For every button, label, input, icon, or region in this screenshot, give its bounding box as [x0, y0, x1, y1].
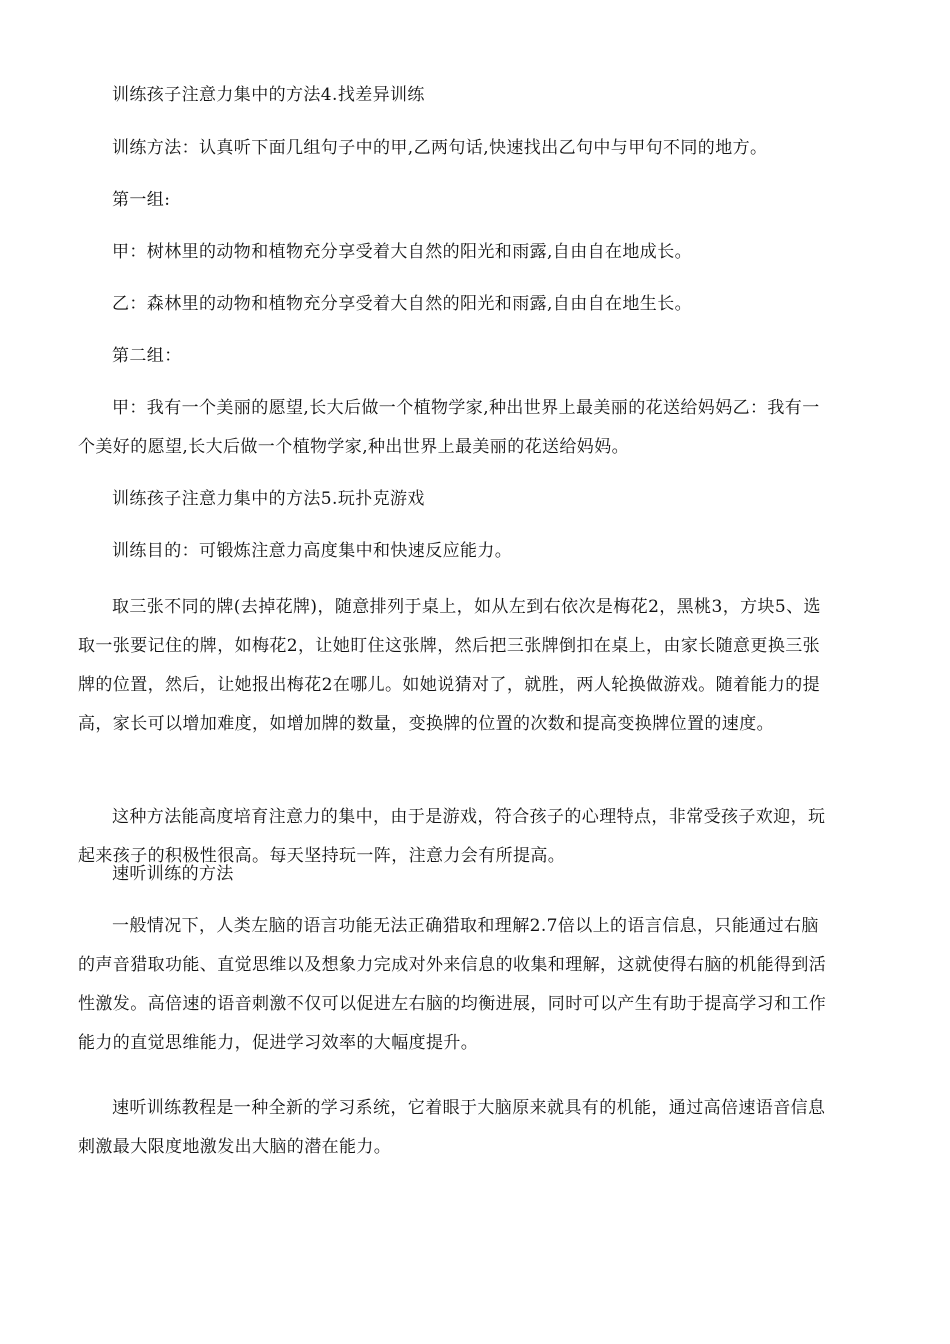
text-line: 训练孩子注意力集中的方法4.找差异训练 [112, 85, 425, 105]
paragraph-method-5-heading [112, 480, 857, 519]
paragraph-speed-listening-heading [112, 855, 857, 894]
text-line: 起来孩子的积极性很高。每天坚持玩一阵，注意力会有所提高。 [78, 846, 566, 866]
text-line: 能力的直觉思维能力，促进学习效率的大幅度提升。 [78, 1033, 479, 1053]
text-line: 训练方法：认真听下面几组句子中的甲,乙两句话,快速找出乙句中与甲句不同的地方。 [112, 138, 768, 158]
text-line: 速听训练教程是一种全新的学习系统，它着眼于大脑原来就具有的机能，通过高倍速语音信息 [112, 1098, 826, 1118]
text-line: 的声音猎取功能、直觉思维以及想象力完成对外来信息的收集和理解，这就使得右脑的机能得到活 [78, 955, 827, 975]
text-line: 甲：树林里的动物和植物充分享受着大自然的阳光和雨露,自由自在地成长。 [112, 242, 693, 262]
paragraph-speed-listening-body [78, 907, 857, 1063]
paragraph-group-two-label [112, 337, 857, 376]
paragraph-group-two-sentences [78, 389, 857, 467]
text-line: 训练孩子注意力集中的方法5.玩扑克游戏 [112, 489, 425, 509]
paragraph-speed-listening-course [78, 1089, 857, 1167]
paragraph-card-game [78, 588, 857, 744]
text-line: 一般情况下，人类左脑的语言功能无法正确猎取和理解2.7倍以上的语言信息，只能通过右脑 [112, 916, 819, 936]
text-line: 训练目的：可锻炼注意力高度集中和快速反应能力。 [112, 541, 513, 561]
text-line: 取一张要记住的牌，如梅花2，让她盯住这张牌，然后把三张牌倒扣在桌上，由家长随意更换三张 [78, 636, 821, 656]
paragraph-method-4-heading [112, 76, 857, 115]
paragraph-group-one-label [112, 181, 857, 220]
text-line: 取三张不同的牌(去掉花牌)，随意排列于桌上，如从左到右依次是梅花2，黑桃3，方块5、选 [112, 597, 821, 617]
text-line: 第二组： [112, 346, 182, 366]
text-line: 个美好的愿望,长大后做一个植物学家,种出世界上最美丽的花送给妈妈。 [78, 437, 630, 457]
text-line: 性激发。高倍速的语音刺激不仅可以促进左右脑的均衡进展，同时可以产生有助于提高学习和工作 [78, 994, 827, 1014]
text-line: 高，家长可以增加难度，如增加牌的数量，变换牌的位置的次数和提高变换牌位置的速度。 [78, 714, 774, 734]
text-line: 这种方法能高度培育注意力的集中，由于是游戏，符合孩子的心理特点，非常受孩子欢迎，玩 [112, 807, 826, 827]
text-line: 乙：森林里的动物和植物充分享受着大自然的阳光和雨露,自由自在地生长。 [112, 294, 693, 314]
text-line: 第一组: [112, 190, 171, 210]
text-line: 牌的位置，然后，让她报出梅花2在哪儿。如她说猜对了，就胜，两人轮换做游戏。随着能力的提 [78, 675, 821, 695]
text-line: 刺激最大限度地激发出大脑的潜在能力。 [78, 1137, 392, 1157]
text-line: 甲：我有一个美丽的愿望,长大后做一个植物学家,种出世界上最美丽的花送给妈妈乙：我有一 [112, 398, 820, 418]
text-line: 速听训练的方法 [112, 864, 234, 884]
paragraph-group-one-a [112, 233, 857, 272]
paragraph-training-method [112, 129, 857, 168]
paragraph-training-goal [112, 532, 857, 571]
paragraph-group-one-b [112, 285, 857, 324]
